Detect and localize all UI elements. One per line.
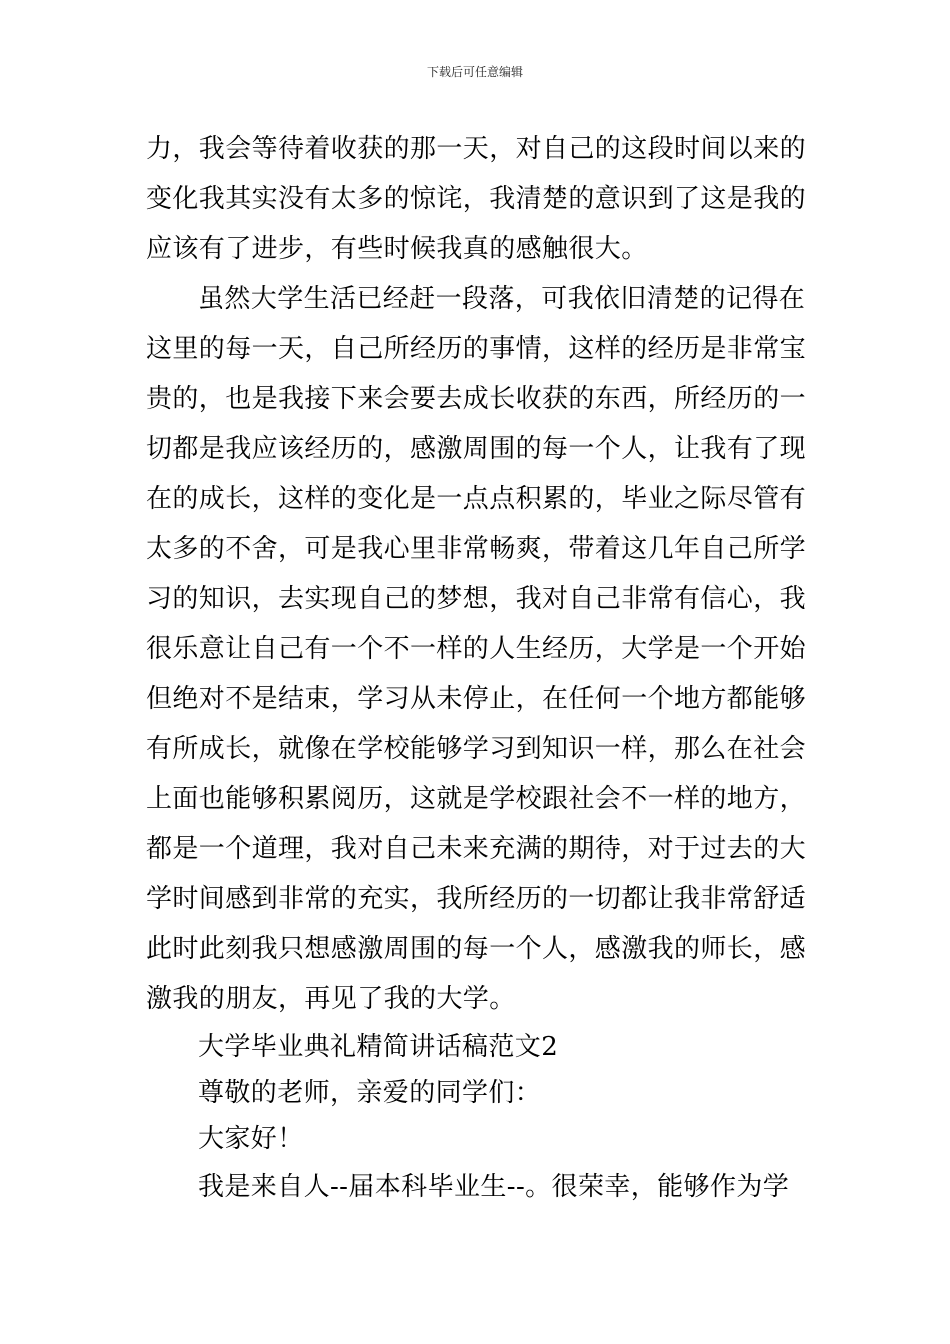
text-line: 有所成长，就像在学校能够学习到知识一样，那么在社会 (146, 734, 807, 764)
page-header-note: 下载后可任意编辑 (426, 65, 523, 79)
section-title: 大学毕业典礼精简讲话稿范文2 (198, 1032, 559, 1062)
text-line: 我是来自人--届本科毕业生--。很荣幸，能够作为学 (198, 1172, 790, 1202)
paragraph-continued (146, 124, 808, 274)
text-line: 变化我其实没有太多的惊诧，我清楚的意识到了这是我的 (146, 184, 807, 214)
text-line: 习的知识，去实现自己的梦想，我对自己非常有信心，我 (146, 584, 807, 614)
document-body (146, 124, 808, 1212)
text-line: 太多的不舍，可是我心里非常畅爽，带着这几年自己所学 (146, 534, 807, 564)
text-line: 这里的每一天，自己所经历的事情，这样的经历是非常宝 (146, 334, 807, 364)
text-line: 切都是我应该经历的，感激周围的每一个人，让我有了现 (146, 434, 807, 464)
text-line: 学时间感到非常的充实，我所经历的一切都让我非常舒适 (146, 884, 807, 914)
text-line: 很乐意让自己有一个不一样的人生经历，大学是一个开始 (146, 634, 807, 664)
text-line: 虽然大学生活已经赶一段落，可我依旧清楚的记得在 (198, 284, 806, 314)
text-line: 此时此刻我只想感激周围的每一个人，感激我的师长，感 (146, 934, 807, 964)
text-line: 但绝对不是结束，学习从未停止，在任何一个地方都能够 (146, 684, 807, 714)
text-line: 都是一个道理，我对自己未来充满的期待，对于过去的大 (146, 834, 807, 864)
text-line: 力，我会等待着收获的那一天，对自己的这段时间以来的 (146, 134, 807, 164)
text-line: 贵的，也是我接下来会要去成长收获的东西，所经历的一 (146, 384, 807, 414)
text-line: 激我的朋友，再见了我的大学。 (146, 984, 516, 1014)
text-line: 应该有了进步，有些时候我真的感触很大。 (146, 234, 648, 264)
paragraph-reflection (146, 274, 808, 1024)
greeting: 大家好！ (198, 1124, 304, 1154)
text-line: 上面也能够积累阅历，这就是学校跟社会不一样的地方， (146, 784, 807, 814)
paragraph-introduction (146, 1162, 808, 1212)
salutation: 尊敬的老师，亲爱的同学们： (198, 1078, 542, 1108)
text-line: 在的成长，这样的变化是一点点积累的，毕业之际尽管有 (146, 484, 807, 514)
